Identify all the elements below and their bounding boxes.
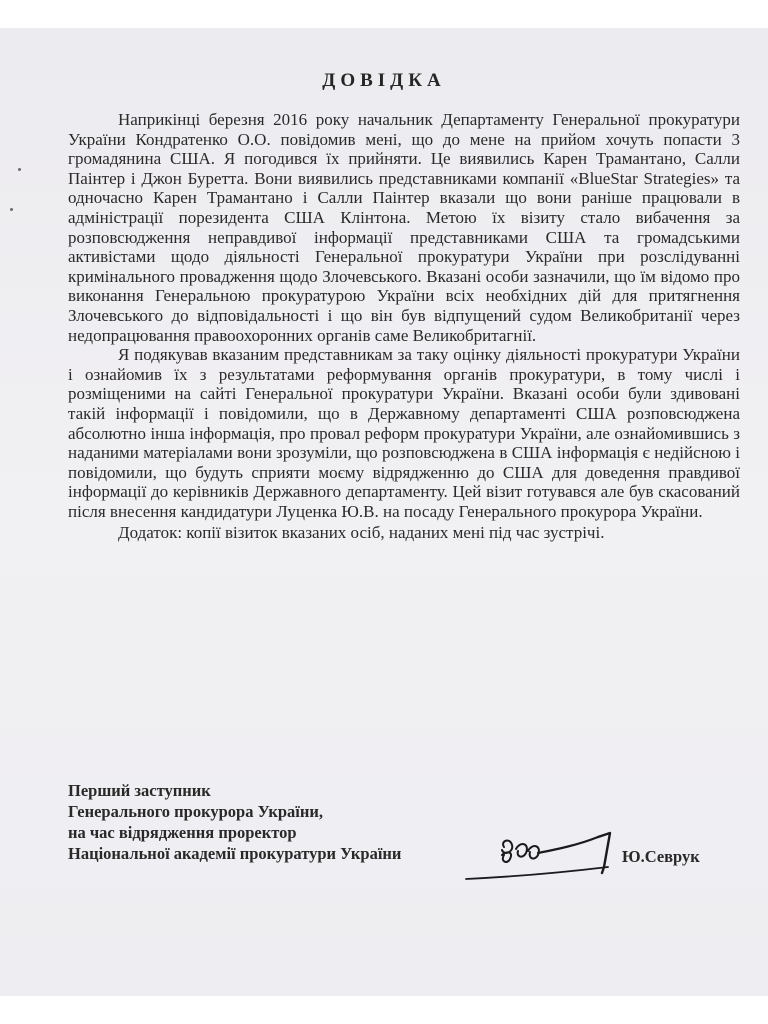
signer-name: Ю.Севрук (622, 847, 700, 866)
document-title: ДОВІДКА (322, 70, 446, 91)
signer-position-line-1: Перший заступник (68, 781, 211, 800)
paragraph-meeting: Наприкінці березня 2016 року начальник Департаменту Генеральної прокуратури України Кондратенко О.О. повідомив мені, що до мене на прийом хочуть попасти 3 громадянина США. Я погодився їх прийняти. Це виявились Карен Трамантано, Салли Паінтер і Джон Буретта. Вони виявились представниками компанії «BlueStar Strategies» та одночасно Карен Трамантано і Салли Паінтер вказали що вони раніше працювали в адміністрації порезидента США Клінтона. Метою їх візиту стало вибачення за розповсюдження неправдивої інформації представниками США та громадськими активістами щодо діяльності Генеральної прокуратури України при розслідуванні кримінального провадження щодо Злочевського. Вказані особи зазначили, що їм відомо про виконання Генеральною прокуратурою України всіх необхідних дій для притягнення Злочевського до відповідальності і що він був відпущений судом Великобританії через недопрацювання правоохоронних органів саме Великобритагнії. (68, 110, 740, 345)
signer-position-line-3: на час відрядження проректор (68, 823, 297, 842)
handwritten-signature (458, 821, 628, 891)
signer-position-line-2: Генерального прокурора України, (68, 802, 324, 821)
margin-speck (18, 168, 21, 171)
document-page (0, 28, 768, 996)
document-body (68, 110, 740, 543)
paragraph-response: Я подякував вказаним представникам за таку оцінку діяльності прокуратури України і ознайомив їх з результатами реформування органів прокуратури, в тому числі і розміщеними на сайті Генеральної прокуратури України. Вказані особи були здивовані такій інформації і повідомили, що в Державному департаменті США розповсюджена абсолютно інша інформація, про провал реформ прокуратури України, але ознайомившись з наданими матеріалами вони зрозуміли, що розповсюджена в США інформація є недійсною і повідомили, що будуть сприяти моєму відрядженню до США для доведення правдивої інформації до керівників Державного департаменту. Цей візит готувався але був скасований після внесення кандидатури Луценка Ю.В. на посаду Генерального прокурора України. (68, 345, 740, 521)
appendix-note: Додаток: копії візиток вказаних осіб, наданих мені під час зустрічі. (118, 523, 605, 543)
signer-position-line-4: Національної академії прокуратури України (68, 844, 402, 863)
margin-speck (10, 208, 13, 211)
